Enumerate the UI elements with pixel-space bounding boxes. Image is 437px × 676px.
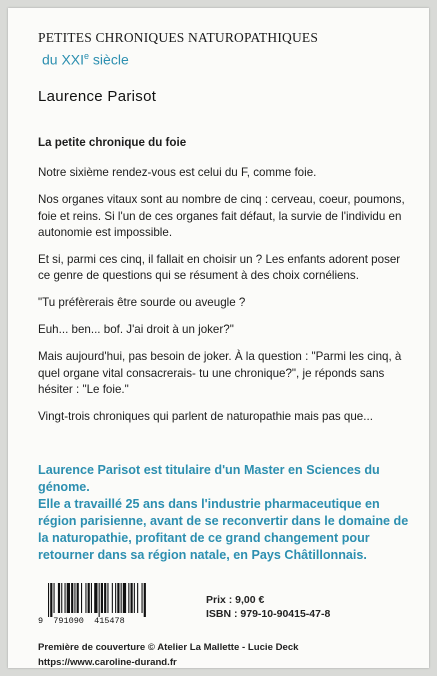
barcode-bar bbox=[104, 583, 106, 613]
barcode-bar bbox=[115, 583, 116, 613]
barcode-bar bbox=[131, 583, 133, 613]
publisher-url[interactable]: https://www.caroline-durand.fr bbox=[38, 657, 177, 668]
paragraph: Euh... ben... bof. J'ai droit à un joker?" bbox=[38, 323, 234, 337]
subtitle-prefix: du XXI bbox=[42, 51, 85, 68]
paragraph: Nos organes vitaux sont au nombre de cinq : cerveau, coeur, poumons, foie et reins. Si l'un de ces organes fait défaut, la survie de l'individu en autonomie est impossible. bbox=[38, 193, 405, 240]
chronicle-text bbox=[38, 135, 406, 436]
paragraph: Vingt-trois chroniques qui parlent de naturopathie mais pas que... bbox=[38, 409, 373, 423]
barcode-bar bbox=[61, 583, 62, 613]
barcode-bar bbox=[137, 583, 138, 613]
barcode-bar bbox=[81, 583, 82, 613]
barcode-bar bbox=[94, 583, 97, 613]
bio-line: Elle a travaillé 25 ans dans l'industrie pharmaceutique en région parisienne, avant de se reconvertir dans le domaine de la naturopathie, profitant de ce grand changement pour retourner dans sa région natale, en Pays Châtillonnais. bbox=[38, 497, 409, 562]
barcode-bar bbox=[112, 583, 113, 613]
barcode-bar bbox=[67, 583, 70, 613]
author-name: Laurence Parisot bbox=[38, 88, 157, 105]
barcode-bar bbox=[77, 583, 79, 613]
barcode-bar bbox=[65, 583, 66, 613]
subtitle bbox=[42, 51, 129, 68]
chronicle-title: La petite chronique du foie bbox=[38, 136, 187, 149]
barcode-digits: 9 791090 415478 bbox=[38, 616, 125, 626]
barcode-bar bbox=[142, 583, 143, 613]
barcode-bar bbox=[117, 583, 119, 613]
series-title: PETITES CHRONIQUES NATUROPATHIQUES bbox=[38, 30, 319, 45]
barcode-bar bbox=[123, 583, 126, 613]
barcode-bar bbox=[58, 583, 60, 613]
barcode-bars bbox=[48, 583, 184, 617]
subtitle-suffix: siècle bbox=[89, 51, 129, 68]
barcode-bar bbox=[121, 583, 122, 613]
author-bio bbox=[38, 462, 410, 564]
bio-line: Laurence Parisot est titulaire d'un Master en Sciences du génome. bbox=[38, 463, 380, 494]
subtitle-superscript: e bbox=[84, 51, 90, 61]
paragraph: "Tu préfèrerais être sourde ou aveugle ? bbox=[38, 296, 246, 310]
price: Prix : 9,00 € bbox=[206, 594, 265, 606]
barcode-bar bbox=[91, 583, 92, 613]
barcode-bar bbox=[101, 583, 103, 613]
price-block bbox=[206, 593, 330, 621]
barcode-bar bbox=[50, 583, 52, 617]
barcode-bar bbox=[74, 583, 75, 613]
barcode-bar bbox=[88, 583, 90, 613]
barcode-bar bbox=[128, 583, 129, 613]
paragraph: Notre sixième rendez-vous est celui du F, comme foie. bbox=[38, 166, 317, 180]
isbn: ISBN : 979-10-90415-47-8 bbox=[206, 608, 331, 620]
barcode-bar bbox=[54, 583, 55, 613]
paragraph: Mais aujourd'hui, pas besoin de joker. À la question : "Parmi les cinq, à quel organe vital consacrerais- tu une chronique?", je réponds sans hésiter : "Le foie." bbox=[38, 350, 402, 396]
barcode bbox=[38, 581, 194, 631]
barcode-bar bbox=[144, 583, 146, 617]
barcode-bar bbox=[134, 583, 135, 613]
paragraph: Et si, parmi ces cinq, il fallait en choisir un ? Les enfants adorent poser ce genre de questions qui se résument à des choix cornéliens. bbox=[38, 253, 401, 283]
credits bbox=[38, 640, 299, 670]
barcode-bar bbox=[71, 583, 73, 613]
cover-credit: Première de couverture © Atelier La Mallette - Lucie Deck bbox=[38, 642, 299, 653]
barcode-bar bbox=[48, 583, 49, 617]
barcode-bar bbox=[107, 583, 108, 613]
barcode-bar bbox=[99, 583, 100, 617]
back-cover bbox=[8, 8, 429, 668]
barcode-bar bbox=[85, 583, 86, 613]
